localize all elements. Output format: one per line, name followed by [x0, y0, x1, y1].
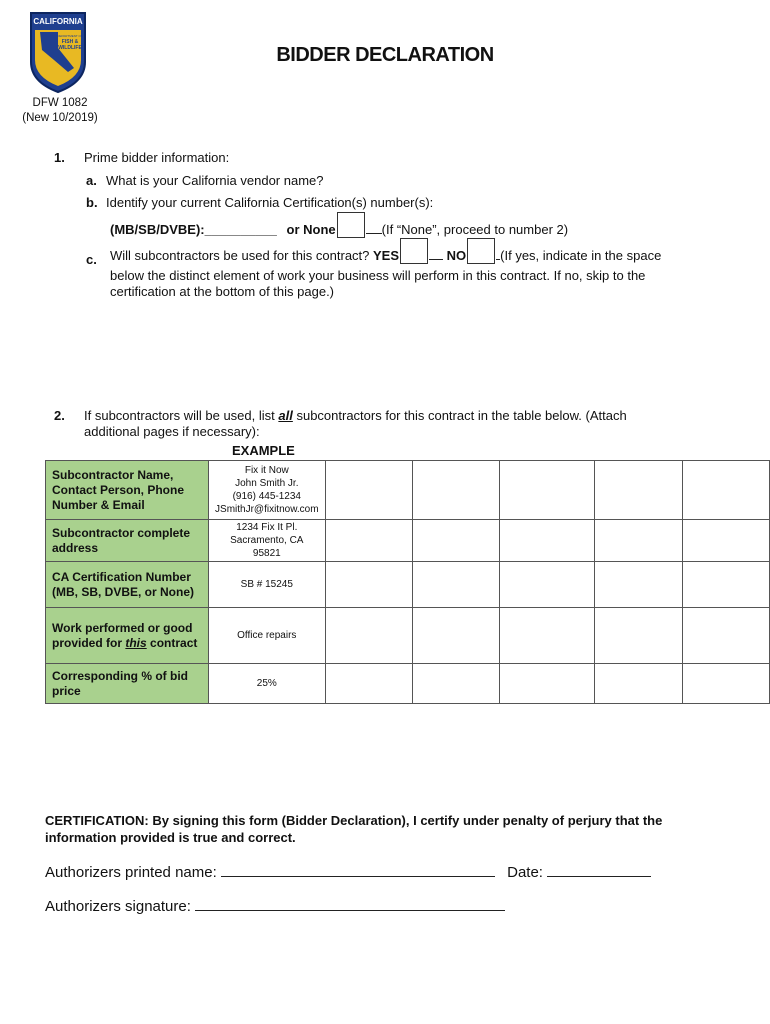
section-2-emphasis: all	[278, 408, 293, 423]
entry-cell[interactable]	[500, 608, 595, 664]
table-row	[46, 664, 770, 704]
entry-cell[interactable]	[325, 664, 412, 704]
example-zip: 95821	[252, 548, 281, 559]
entry-cell[interactable]	[595, 562, 682, 608]
signature-label: Authorizers signature:	[45, 898, 191, 915]
entry-cell[interactable]	[595, 664, 682, 704]
entry-cell[interactable]	[500, 664, 595, 704]
signature-row	[45, 898, 505, 915]
item-c-line2: below the distinct element of work your business will perform in this contract. If no, skip to the	[110, 268, 646, 283]
entry-cell[interactable]	[412, 562, 499, 608]
section-2-line2: additional pages if necessary):	[84, 424, 260, 439]
yes-underline	[429, 259, 443, 260]
no-checkbox[interactable]	[467, 238, 495, 264]
entry-cell[interactable]	[325, 461, 412, 520]
entry-cell[interactable]	[500, 461, 595, 520]
or-none-label: or None	[286, 222, 336, 237]
yes-checkbox[interactable]	[400, 238, 428, 264]
yes-label: YES	[373, 248, 400, 263]
form-id-block	[20, 96, 100, 126]
row-header-work-before: Work performed or good provided for	[52, 620, 193, 650]
no-label: NO	[446, 248, 467, 263]
entry-cell[interactable]	[325, 562, 412, 608]
entry-cell[interactable]	[682, 520, 769, 562]
table-row	[46, 562, 770, 608]
example-cell-address	[209, 520, 326, 562]
example-company: Fix it Now	[244, 465, 289, 476]
table-row	[46, 520, 770, 562]
subcontractor-table	[45, 460, 770, 704]
none-underline	[366, 233, 382, 234]
row-header-certification: CA Certification Number (MB, SB, DVBE, or None)	[46, 562, 209, 608]
row-header-name: Subcontractor Name, Contact Person, Phone Number & Email	[46, 461, 209, 520]
entry-cell[interactable]	[325, 608, 412, 664]
section-1-number: 1.	[54, 150, 65, 165]
example-cert-number: SB # 15245	[240, 579, 293, 590]
form-number: DFW 1082	[32, 97, 88, 109]
table-row	[46, 608, 770, 664]
example-cell-percent	[209, 664, 326, 704]
section-1-label: Prime bidder information:	[84, 150, 230, 165]
item-c-text: Will subcontractors be used for this contract?	[110, 248, 370, 263]
example-percent: 25%	[256, 678, 277, 689]
example-cell-name	[209, 461, 326, 520]
entry-cell[interactable]	[412, 608, 499, 664]
item-a-text: What is your California vendor name?	[106, 173, 324, 188]
logo-text-california: CALIFORNIA	[33, 17, 83, 26]
date-field[interactable]	[547, 876, 651, 877]
printed-name-row	[45, 864, 651, 881]
certification-statement: CERTIFICATION: By signing this form (Bidder Declaration), I certify under penalty of perjury that the information provided is true and correct.	[45, 813, 663, 845]
row-header-work-emphasis: this	[125, 635, 147, 650]
item-b-text: Identify your current California Certification(s) number(s):	[106, 195, 434, 210]
example-phone: (916) 445-1234	[232, 491, 301, 502]
item-b-cert-line	[110, 212, 568, 238]
example-cell-certification	[209, 562, 326, 608]
item-a-letter: a.	[86, 173, 97, 188]
logo-text-department: DEPARTMENT OF	[57, 34, 83, 38]
example-contact: John Smith Jr.	[235, 478, 299, 489]
example-email: JSmithJr@fixitnow.com	[215, 504, 319, 515]
entry-cell[interactable]	[682, 608, 769, 664]
printed-name-field[interactable]	[221, 876, 495, 877]
entry-cell[interactable]	[412, 461, 499, 520]
entry-cell[interactable]	[595, 520, 682, 562]
item-b-after: (If “None”, proceed to number 2)	[381, 222, 569, 237]
logo-text-wildlife: WILDLIFE	[58, 45, 82, 51]
section-2-text-after: subcontractors for this contract in the table below. (Attach	[296, 408, 627, 423]
section-2-text-before: If subcontractors will be used, list	[84, 408, 275, 423]
section-2-number: 2.	[54, 408, 65, 423]
item-c-after: (If yes, indicate in the space	[500, 248, 662, 263]
item-c-line3: certification at the bottom of this page.)	[110, 284, 335, 299]
row-header-percent: Corresponding % of bid price	[46, 664, 209, 704]
example-label: EXAMPLE	[232, 443, 295, 458]
section-2-line1	[84, 408, 627, 424]
cert-number-field[interactable]: (MB/SB/DVBE):__________	[110, 222, 277, 237]
date-label: Date:	[507, 864, 543, 881]
printed-name-label: Authorizers printed name:	[45, 864, 217, 881]
item-c-line1	[110, 238, 661, 264]
example-cell-work	[209, 608, 326, 664]
row-header-work-after: contract	[150, 635, 198, 650]
example-city: Sacramento, CA	[230, 535, 304, 546]
entry-cell[interactable]	[500, 520, 595, 562]
row-header-work	[46, 608, 209, 664]
entry-cell[interactable]	[325, 520, 412, 562]
entry-cell[interactable]	[412, 664, 499, 704]
table-row	[46, 461, 770, 520]
entry-cell[interactable]	[500, 562, 595, 608]
row-header-address: Subcontractor complete address	[46, 520, 209, 562]
entry-cell[interactable]	[595, 461, 682, 520]
entry-cell[interactable]	[595, 608, 682, 664]
page-title	[0, 44, 770, 67]
entry-cell[interactable]	[412, 520, 499, 562]
form-revision: (New 10/2019)	[22, 112, 98, 124]
item-b-letter: b.	[86, 195, 98, 210]
entry-cell[interactable]	[682, 664, 769, 704]
page-title-text: BIDDER DECLARATION	[276, 44, 494, 66]
entry-cell[interactable]	[682, 562, 769, 608]
logo-text-fish: FISH &	[61, 39, 79, 45]
example-street: 1234 Fix It Pl.	[236, 522, 298, 533]
example-work: Office repairs	[237, 630, 297, 641]
signature-field[interactable]	[195, 910, 505, 911]
entry-cell[interactable]	[682, 461, 769, 520]
none-checkbox[interactable]	[337, 212, 365, 238]
item-c-letter: c.	[86, 252, 97, 267]
